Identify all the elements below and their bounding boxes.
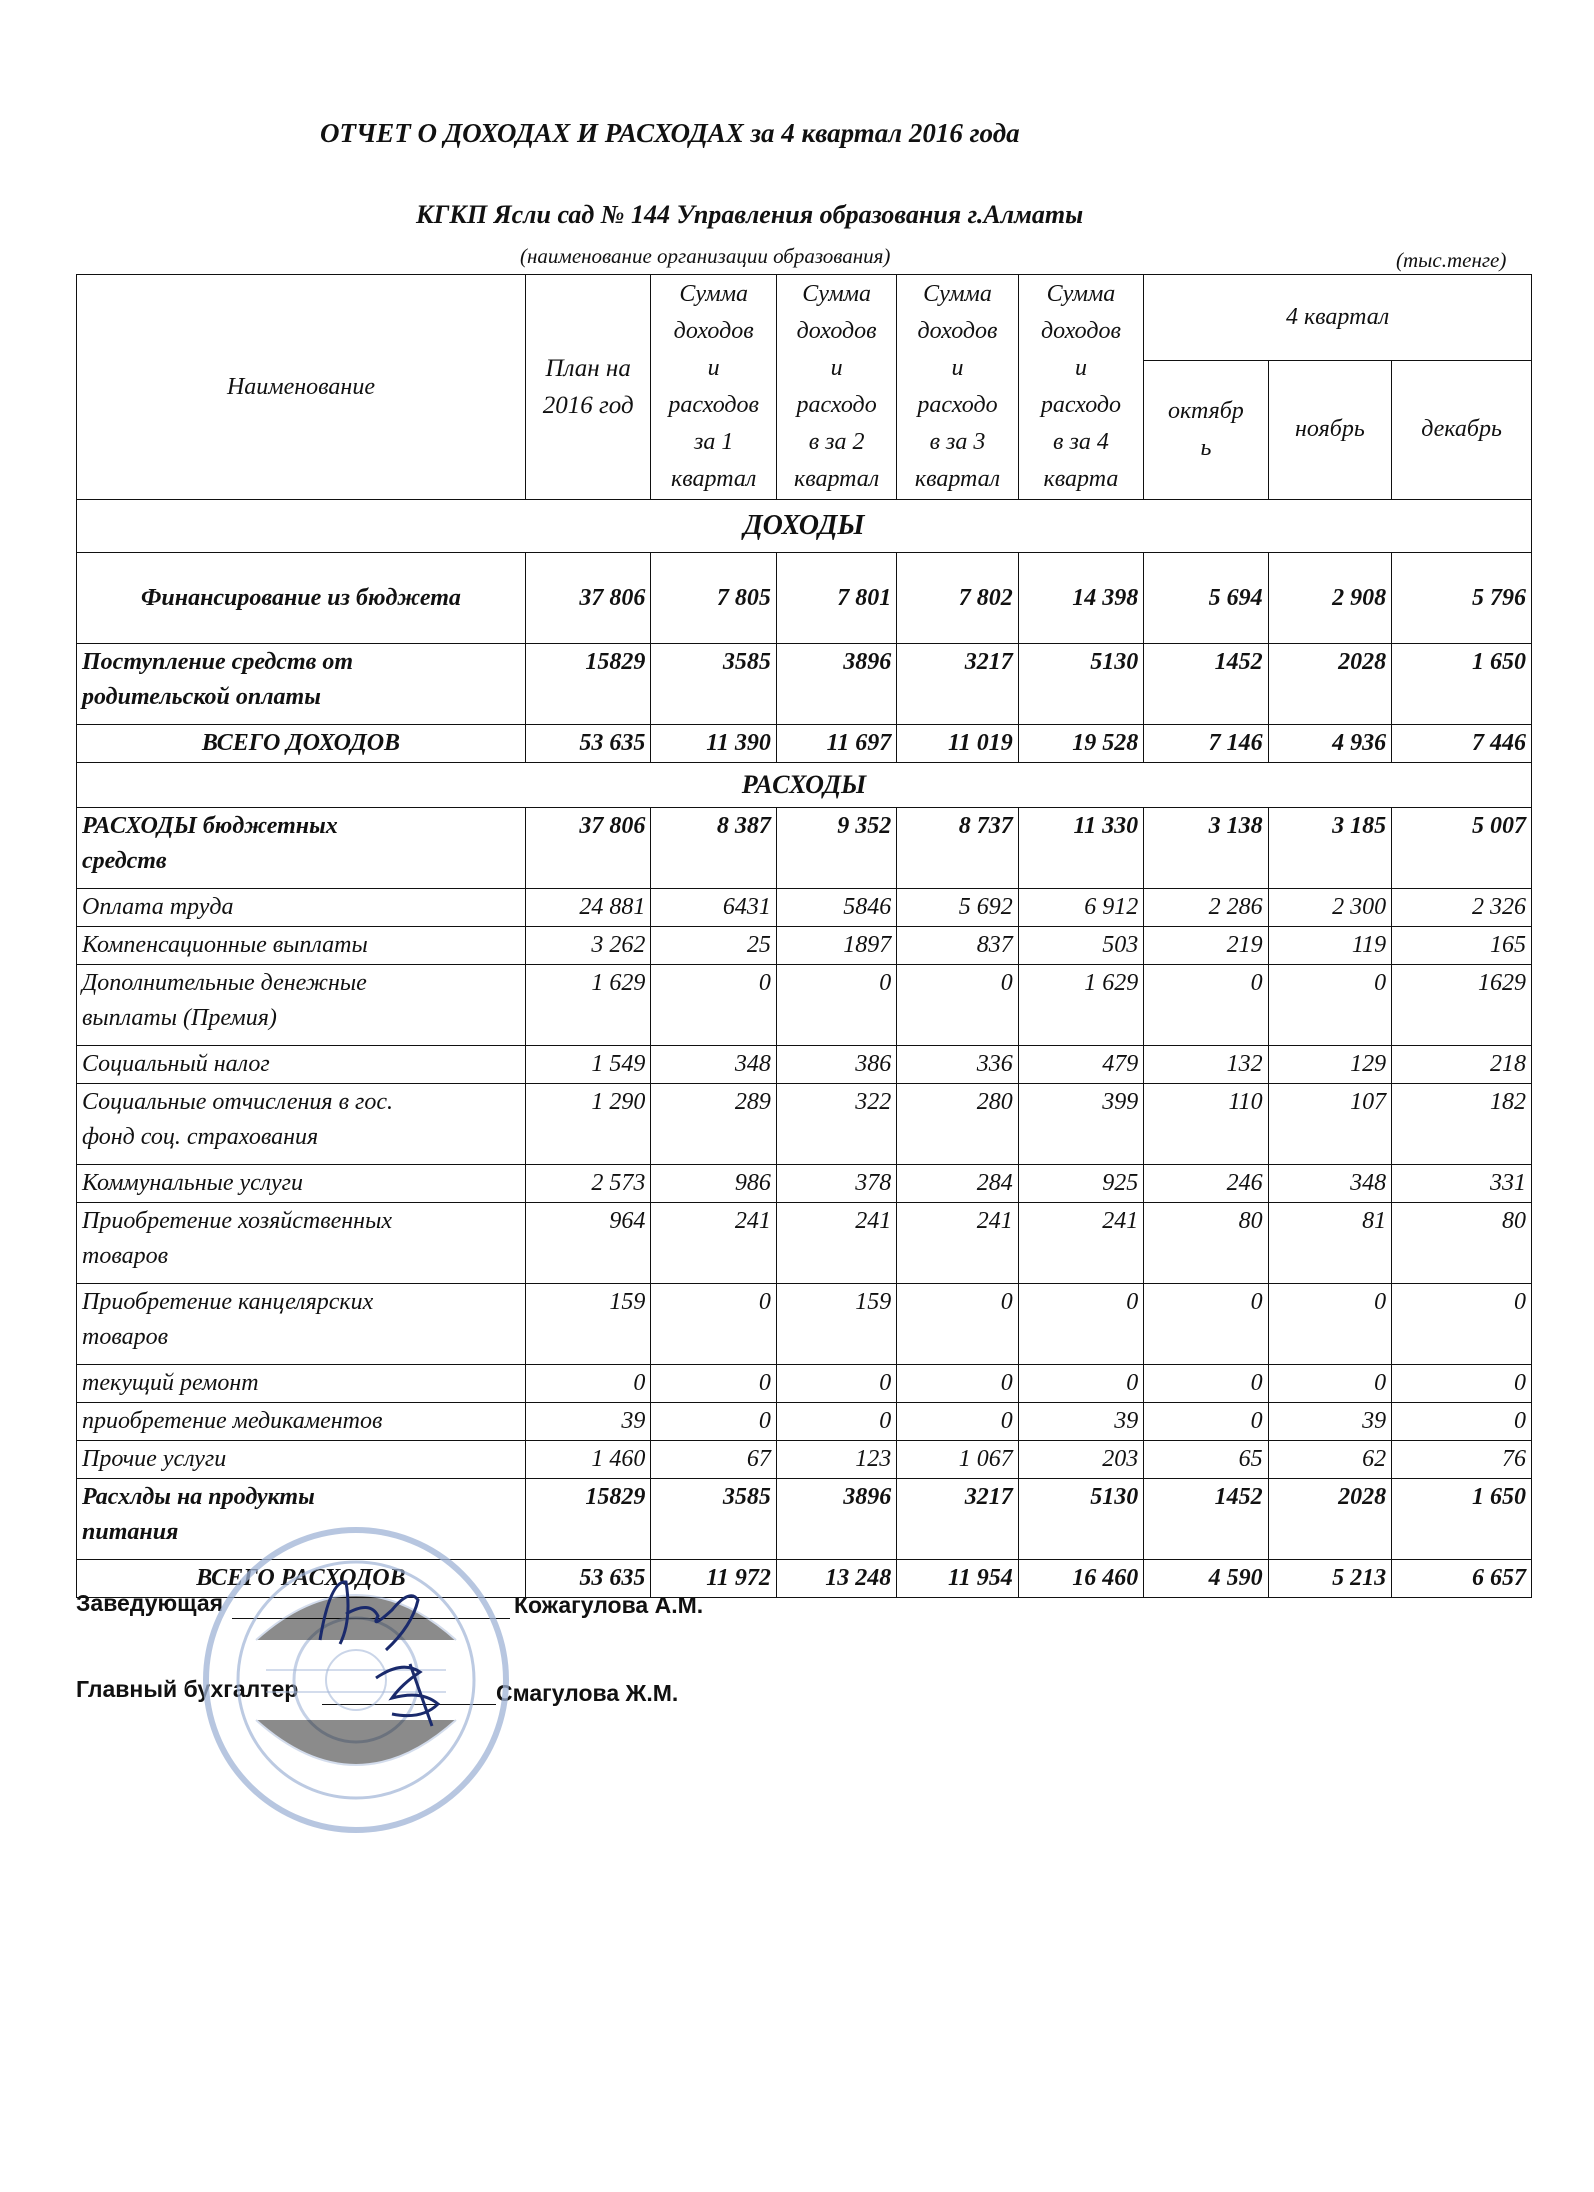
value-cell: 15829 [525, 1479, 650, 1560]
value-cell: 336 [897, 1046, 1018, 1084]
expense-row [77, 1046, 1532, 1084]
value-cell: 65 [1144, 1441, 1268, 1479]
accountant-name: Смагулова Ж.М. [496, 1680, 679, 1706]
row-label [77, 644, 526, 725]
value-cell: 132 [1144, 1046, 1268, 1084]
value-cell: 53 635 [525, 1560, 650, 1598]
expense-row [77, 1084, 1532, 1165]
header-q1 [651, 275, 776, 500]
value-cell: 11 330 [1018, 808, 1143, 889]
value-cell: 8 387 [651, 808, 776, 889]
row-label [77, 927, 526, 965]
value-cell: 0 [1392, 1365, 1532, 1403]
value-cell: 0 [1144, 965, 1268, 1046]
header-q4-line: расходо [1040, 392, 1122, 418]
row-label-line: текущий ремонт [82, 1370, 259, 1396]
value-cell: 986 [651, 1165, 776, 1203]
value-cell: 110 [1144, 1084, 1268, 1165]
value-cell: 7 805 [651, 553, 776, 644]
value-cell: 16 460 [1018, 1560, 1143, 1598]
row-label-line: Дополнительные денежные [82, 970, 367, 996]
header-q1-line: и [707, 355, 720, 381]
value-cell: 5846 [776, 889, 896, 927]
value-cell: 246 [1144, 1165, 1268, 1203]
header-q4-line: доходов [1040, 318, 1121, 344]
report-table [76, 274, 1532, 1598]
value-cell: 39 [525, 1403, 650, 1441]
row-label [77, 1441, 526, 1479]
value-cell: 159 [525, 1284, 650, 1365]
row-label-line: ВСЕГО ДОХОДОВ [201, 730, 401, 756]
value-cell: 80 [1392, 1203, 1532, 1284]
value-cell: 0 [776, 965, 896, 1046]
value-cell: 331 [1392, 1165, 1532, 1203]
header-q2-line: Сумма [802, 281, 871, 307]
row-label-line: Социальные отчисления в гос. [82, 1089, 394, 1115]
value-cell: 76 [1392, 1441, 1532, 1479]
value-cell: 5130 [1018, 1479, 1143, 1560]
row-label-line: Приобретение хозяйственных [82, 1208, 392, 1234]
header-plan [525, 275, 650, 500]
income-row [77, 644, 1532, 725]
value-cell: 3585 [651, 644, 776, 725]
value-cell: 241 [897, 1203, 1018, 1284]
value-cell: 3 138 [1144, 808, 1268, 889]
row-label-line: ВСЕГО РАСХОДОВ [196, 1565, 406, 1591]
value-cell: 1 460 [525, 1441, 650, 1479]
value-cell: 3 262 [525, 927, 650, 965]
header-q4-line: в за 4 [1053, 429, 1109, 455]
value-cell: 3896 [776, 1479, 896, 1560]
value-cell: 241 [1018, 1203, 1143, 1284]
accountant-label: Главный бухгалтер [76, 1676, 299, 1702]
value-cell: 6 657 [1392, 1560, 1532, 1598]
income-section-title: ДОХОДЫ [77, 500, 1532, 553]
value-cell: 0 [651, 1284, 776, 1365]
value-cell: 159 [776, 1284, 896, 1365]
expense-row [77, 1165, 1532, 1203]
row-label [77, 1403, 526, 1441]
value-cell: 479 [1018, 1046, 1143, 1084]
row-label [77, 889, 526, 927]
value-cell: 1452 [1144, 1479, 1268, 1560]
value-cell: 19 528 [1018, 725, 1143, 763]
value-cell: 348 [651, 1046, 776, 1084]
row-label-line: приобретение медикаментов [82, 1408, 383, 1434]
row-label [77, 1203, 526, 1284]
value-cell: 9 352 [776, 808, 896, 889]
value-cell: 7 146 [1144, 725, 1268, 763]
value-cell: 2 573 [525, 1165, 650, 1203]
value-cell: 165 [1392, 927, 1532, 965]
row-label [77, 965, 526, 1046]
value-cell: 5 692 [897, 889, 1018, 927]
head-label: Заведующая [76, 1590, 224, 1616]
header-q4-line: кварта [1043, 466, 1119, 492]
value-cell: 123 [776, 1441, 896, 1479]
value-cell: 119 [1268, 927, 1391, 965]
value-cell: 5 694 [1144, 553, 1268, 644]
value-cell: 5 007 [1392, 808, 1532, 889]
value-cell: 0 [651, 965, 776, 1046]
value-cell: 1 549 [525, 1046, 650, 1084]
expense-section-title: РАСХОДЫ [77, 763, 1532, 808]
header-q1-line: доходов [673, 318, 754, 344]
header-q4-line: Сумма [1046, 281, 1116, 307]
header-q3 [897, 275, 1018, 500]
accountant-signature-mark [362, 1654, 472, 1734]
value-cell: 182 [1392, 1084, 1532, 1165]
value-cell: 0 [525, 1365, 650, 1403]
row-label-line: выплаты (Премия) [82, 1005, 277, 1031]
value-cell: 1629 [1392, 965, 1532, 1046]
value-cell: 1 629 [1018, 965, 1143, 1046]
value-cell: 37 806 [525, 808, 650, 889]
header-q4 [1018, 275, 1143, 500]
value-cell: 5130 [1018, 644, 1143, 725]
table-header [77, 275, 1532, 500]
value-cell: 14 398 [1018, 553, 1143, 644]
header-q1-line: за 1 [693, 429, 734, 455]
header-plan-line: План на [545, 355, 631, 382]
value-cell: 0 [1392, 1403, 1532, 1441]
value-cell: 37 806 [525, 553, 650, 644]
value-cell: 2 300 [1268, 889, 1391, 927]
header-month-november: ноябрь [1268, 360, 1391, 499]
value-cell: 62 [1268, 1441, 1391, 1479]
value-cell: 11 019 [897, 725, 1018, 763]
value-cell: 203 [1018, 1441, 1143, 1479]
row-label [77, 1084, 526, 1165]
value-cell: 7 801 [776, 553, 896, 644]
value-cell: 4 590 [1144, 1560, 1268, 1598]
value-cell: 129 [1268, 1046, 1391, 1084]
header-q2-line: и [830, 355, 843, 381]
row-label-line: фонд соц. страхования [82, 1124, 319, 1150]
value-cell: 1452 [1144, 644, 1268, 725]
value-cell: 107 [1268, 1084, 1391, 1165]
value-cell: 0 [897, 1284, 1018, 1365]
organization-caption: (наименование организации образования) [520, 244, 891, 268]
value-cell: 964 [525, 1203, 650, 1284]
value-cell: 15829 [525, 644, 650, 725]
value-cell: 39 [1018, 1403, 1143, 1441]
value-cell: 2028 [1268, 1479, 1391, 1560]
value-cell: 0 [651, 1403, 776, 1441]
header-q4-line: и [1074, 355, 1087, 381]
value-cell: 289 [651, 1084, 776, 1165]
value-cell: 241 [651, 1203, 776, 1284]
header-q2 [776, 275, 896, 500]
expense-section [77, 763, 1532, 808]
header-q2-line: квартал [793, 466, 880, 492]
income-total-row [77, 725, 1532, 763]
value-cell: 11 697 [776, 725, 896, 763]
value-cell: 0 [776, 1403, 896, 1441]
header-q3-line: в за 3 [929, 429, 986, 455]
value-cell: 11 390 [651, 725, 776, 763]
row-label-line: Прочие услуги [82, 1446, 227, 1472]
value-cell: 39 [1268, 1403, 1391, 1441]
row-label [77, 553, 526, 644]
units-label: (тыс.тенге) [1396, 248, 1507, 272]
value-cell: 4 936 [1268, 725, 1391, 763]
value-cell: 3585 [651, 1479, 776, 1560]
value-cell: 0 [1144, 1403, 1268, 1441]
value-cell: 0 [897, 1365, 1018, 1403]
head-signature-mark [300, 1570, 440, 1660]
value-cell: 11 972 [651, 1560, 776, 1598]
value-cell: 5 796 [1392, 553, 1532, 644]
value-cell: 2028 [1268, 644, 1391, 725]
header-q1-line: квартал [671, 466, 757, 492]
row-label-line: Расхлды на продукты [82, 1484, 315, 1510]
value-cell: 219 [1144, 927, 1268, 965]
row-label-line: Социальный налог [82, 1051, 270, 1077]
income-row [77, 553, 1532, 644]
value-cell: 280 [897, 1084, 1018, 1165]
header-q2-line: расходо [796, 392, 877, 418]
value-cell: 241 [776, 1203, 896, 1284]
expense-row [77, 927, 1532, 965]
header-name: Наименование [77, 275, 526, 500]
value-cell: 1 629 [525, 965, 650, 1046]
expense-row [77, 1284, 1532, 1365]
value-cell: 322 [776, 1084, 896, 1165]
value-cell: 3217 [897, 644, 1018, 725]
organization-name: КГКП Ясли сад № 144 Управления образования г.Алматы [416, 200, 1084, 229]
value-cell: 0 [1268, 965, 1391, 1046]
header-quarter4: 4 квартал [1144, 275, 1532, 361]
header-month-october [1144, 360, 1268, 499]
value-cell: 6 912 [1018, 889, 1143, 927]
value-cell: 0 [897, 1403, 1018, 1441]
header-plan-line: 2016 год [542, 392, 634, 419]
value-cell: 925 [1018, 1165, 1143, 1203]
row-label-line: РАСХОДЫ бюджетных [82, 813, 338, 839]
value-cell: 3 185 [1268, 808, 1391, 889]
value-cell: 399 [1018, 1084, 1143, 1165]
expense-row [77, 965, 1532, 1046]
header-month-line: октябр [1168, 397, 1244, 424]
value-cell: 8 737 [897, 808, 1018, 889]
value-cell: 284 [897, 1165, 1018, 1203]
header-q3-line: Сумма [923, 281, 992, 307]
value-cell: 503 [1018, 927, 1143, 965]
expense-row [77, 889, 1532, 927]
row-label-line: Приобретение канцелярских [82, 1289, 374, 1315]
report-title: ОТЧЕТ О ДОХОДАХ И РАСХОДАХ за 4 квартал 2016 года [320, 118, 1020, 148]
value-cell: 7 802 [897, 553, 1018, 644]
value-cell: 0 [1144, 1284, 1268, 1365]
value-cell: 80 [1144, 1203, 1268, 1284]
value-cell: 1 650 [1392, 644, 1532, 725]
expense-row [77, 1365, 1532, 1403]
value-cell: 2 326 [1392, 889, 1532, 927]
value-cell: 13 248 [776, 1560, 896, 1598]
header-q2-line: в за 2 [808, 429, 865, 455]
value-cell: 0 [651, 1365, 776, 1403]
value-cell: 0 [1144, 1365, 1268, 1403]
value-cell: 2 908 [1268, 553, 1391, 644]
value-cell: 378 [776, 1165, 896, 1203]
value-cell: 1 650 [1392, 1479, 1532, 1560]
row-label-line: товаров [82, 1324, 169, 1350]
value-cell: 81 [1268, 1203, 1391, 1284]
value-cell: 25 [651, 927, 776, 965]
value-cell: 348 [1268, 1165, 1391, 1203]
value-cell: 0 [897, 965, 1018, 1046]
value-cell: 0 [1268, 1365, 1391, 1403]
row-label-line: Коммунальные услуги [82, 1170, 303, 1196]
row-label-line: Оплата труда [82, 894, 234, 920]
row-label-line: Поступление средств от [82, 649, 354, 675]
value-cell: 3217 [897, 1479, 1018, 1560]
row-label [77, 1365, 526, 1403]
value-cell: 2 286 [1144, 889, 1268, 927]
header-month-line: ь [1200, 434, 1212, 461]
header-q1-line: Сумма [679, 281, 749, 307]
value-cell: 0 [1018, 1365, 1143, 1403]
value-cell: 1 067 [897, 1441, 1018, 1479]
value-cell: 53 635 [525, 725, 650, 763]
row-label [77, 725, 526, 763]
value-cell: 386 [776, 1046, 896, 1084]
header-month-december: декабрь [1392, 360, 1532, 499]
value-cell: 11 954 [897, 1560, 1018, 1598]
header-q3-line: квартал [914, 466, 1001, 492]
income-section [77, 500, 1532, 553]
value-cell: 837 [897, 927, 1018, 965]
header-q3-line: и [951, 355, 964, 381]
value-cell: 7 446 [1392, 725, 1532, 763]
row-label [77, 808, 526, 889]
row-label-line: Компенсационные выплаты [82, 932, 368, 958]
value-cell: 0 [1018, 1284, 1143, 1365]
expense-row [77, 808, 1532, 889]
row-label [77, 1284, 526, 1365]
value-cell: 5 213 [1268, 1560, 1391, 1598]
head-name: Кожагулова А.М. [514, 1592, 704, 1618]
row-label-line: Финансирование из бюджета [141, 584, 461, 611]
value-cell: 218 [1392, 1046, 1532, 1084]
value-cell: 0 [776, 1365, 896, 1403]
expense-row [77, 1441, 1532, 1479]
row-label-line: родительской оплаты [82, 684, 321, 710]
expense-row [77, 1203, 1532, 1284]
header-q2-line: доходов [796, 318, 877, 344]
row-label [77, 1046, 526, 1084]
value-cell: 67 [651, 1441, 776, 1479]
value-cell: 1 290 [525, 1084, 650, 1165]
table-body [77, 500, 1532, 1598]
row-label [77, 1165, 526, 1203]
value-cell: 1897 [776, 927, 896, 965]
value-cell: 0 [1392, 1284, 1532, 1365]
value-cell: 6431 [651, 889, 776, 927]
row-label-line: средств [82, 848, 167, 874]
value-cell: 0 [1268, 1284, 1391, 1365]
header-q3-line: расходо [917, 392, 998, 418]
row-label-line: товаров [82, 1243, 169, 1269]
row-label-line: питания [82, 1519, 179, 1545]
header-q1-line: расходов [668, 392, 759, 418]
header-q3-line: доходов [917, 318, 998, 344]
value-cell: 3896 [776, 644, 896, 725]
value-cell: 24 881 [525, 889, 650, 927]
expense-row [77, 1403, 1532, 1441]
